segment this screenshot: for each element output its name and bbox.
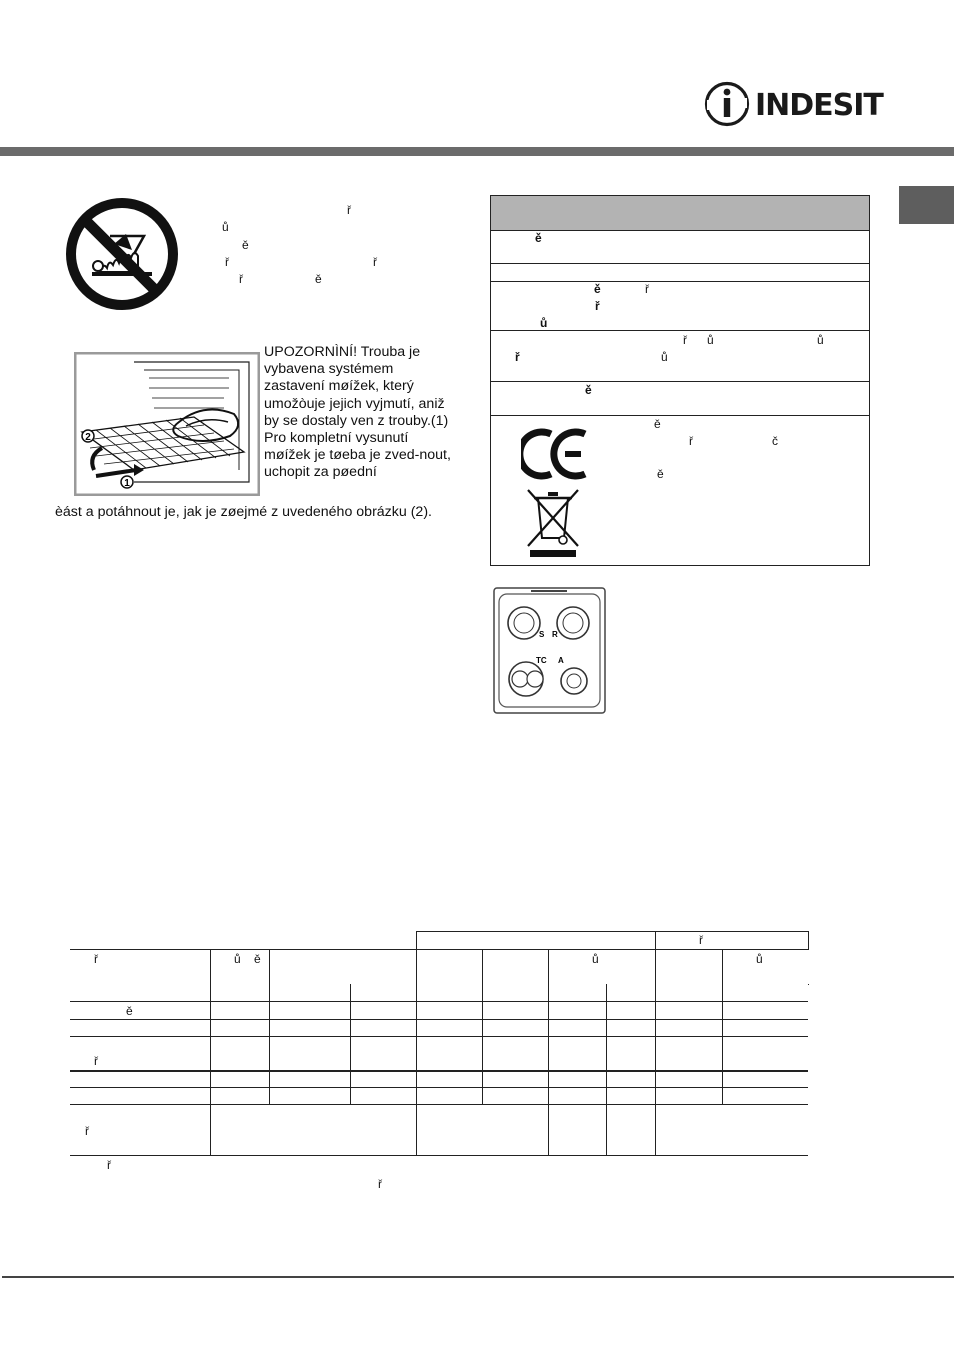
table-line: [350, 984, 351, 1104]
glyph: ě: [657, 467, 664, 481]
table-line: [808, 931, 809, 950]
glyph: ů: [756, 952, 763, 966]
divider: [491, 330, 869, 331]
glyph: ř: [378, 1177, 382, 1191]
technical-data-header: [491, 196, 869, 231]
table-line: [269, 950, 270, 1104]
table-line: [70, 1104, 808, 1105]
table-line: [482, 950, 483, 1104]
table-line: [416, 931, 808, 932]
table-line: [416, 931, 417, 950]
glyph: ů: [817, 333, 824, 347]
table-line: [808, 984, 809, 985]
panel-label: TC: [536, 656, 547, 665]
glyph: ř: [595, 299, 600, 313]
control-panel-illustration: [493, 587, 606, 714]
table-line: [210, 950, 211, 1155]
glyph: ř: [347, 203, 351, 217]
glyph: ě: [315, 272, 322, 286]
glyph: ů: [661, 350, 668, 364]
panel-label: A: [558, 656, 564, 665]
panel-label: R: [552, 630, 558, 639]
table-line: [722, 950, 723, 1104]
glyph: ř: [239, 272, 243, 286]
table-line: [416, 950, 417, 1155]
table-line: [70, 949, 808, 950]
divider: [491, 263, 869, 264]
divider: [491, 415, 869, 416]
no-flame-icon: [64, 196, 180, 312]
divider: [491, 281, 869, 282]
table-line: [655, 950, 656, 1155]
glyph: ř: [225, 255, 229, 269]
glyph: ř: [645, 282, 649, 296]
brand-logo-text: INDESIT: [755, 88, 883, 123]
language-side-tab[interactable]: [899, 186, 954, 224]
table-line: [548, 950, 549, 1155]
table-line: [70, 1155, 808, 1156]
table-line: [70, 1087, 808, 1088]
glyph: ů: [234, 952, 241, 966]
glyph: ř: [515, 350, 520, 364]
glyph: ř: [689, 434, 693, 448]
oven-rack-illustration: [74, 352, 260, 496]
glyph: ě: [654, 417, 661, 431]
glyph: ř: [373, 255, 377, 269]
glyph: ř: [85, 1124, 89, 1138]
brand-logo-icon: [703, 80, 751, 128]
rack-warning-text: UPOZORNÌNÍ! Trouba je vybavena systémem zastavení møížek, který umožòuje jejich vyjmutí, aniž by se dostaly ven z trouby.(1) Pro kompletní vysunutí møížek je tøeba je zved-nout, uchopit za pøední: [264, 344, 451, 481]
brand-logo: [703, 80, 883, 128]
glyph: ů: [540, 316, 548, 330]
glyph: č: [772, 434, 778, 448]
ce-mark-icon: [521, 428, 589, 480]
rack-step-1-label: 1: [124, 478, 130, 489]
glyph: ř: [94, 952, 98, 966]
glyph: ů: [592, 952, 599, 966]
table-line: [210, 984, 211, 985]
glyph: ř: [683, 333, 687, 347]
glyph: ů: [707, 333, 714, 347]
footer-rule: [2, 1276, 954, 1278]
glyph: ř: [94, 1054, 98, 1068]
divider: [491, 381, 869, 382]
technical-data-box: [490, 195, 870, 566]
rack-warning-text-continued: èást a potáhnout je, jak je zøejmé z uvedeného obrázku (2).: [55, 504, 432, 520]
table-line: [70, 1001, 808, 1002]
glyph: ě: [254, 952, 261, 966]
table-line: [655, 931, 656, 950]
rack-step-2-label: 2: [85, 432, 91, 443]
glyph: ř: [699, 933, 703, 947]
glyph: ě: [242, 238, 249, 252]
table-line: [70, 1019, 808, 1020]
table-line: [70, 1070, 808, 1072]
glyph: ě: [594, 282, 601, 296]
glyph: ě: [126, 1004, 133, 1018]
glyph: ě: [535, 231, 542, 245]
table-line: [70, 1036, 808, 1037]
table-line: [606, 984, 607, 1155]
glyph: ů: [222, 220, 229, 234]
crossed-bin-icon: [524, 486, 582, 558]
panel-label: S: [539, 630, 545, 639]
glyph: ř: [107, 1158, 111, 1172]
header-bar: [0, 147, 954, 156]
glyph: ě: [585, 383, 592, 397]
